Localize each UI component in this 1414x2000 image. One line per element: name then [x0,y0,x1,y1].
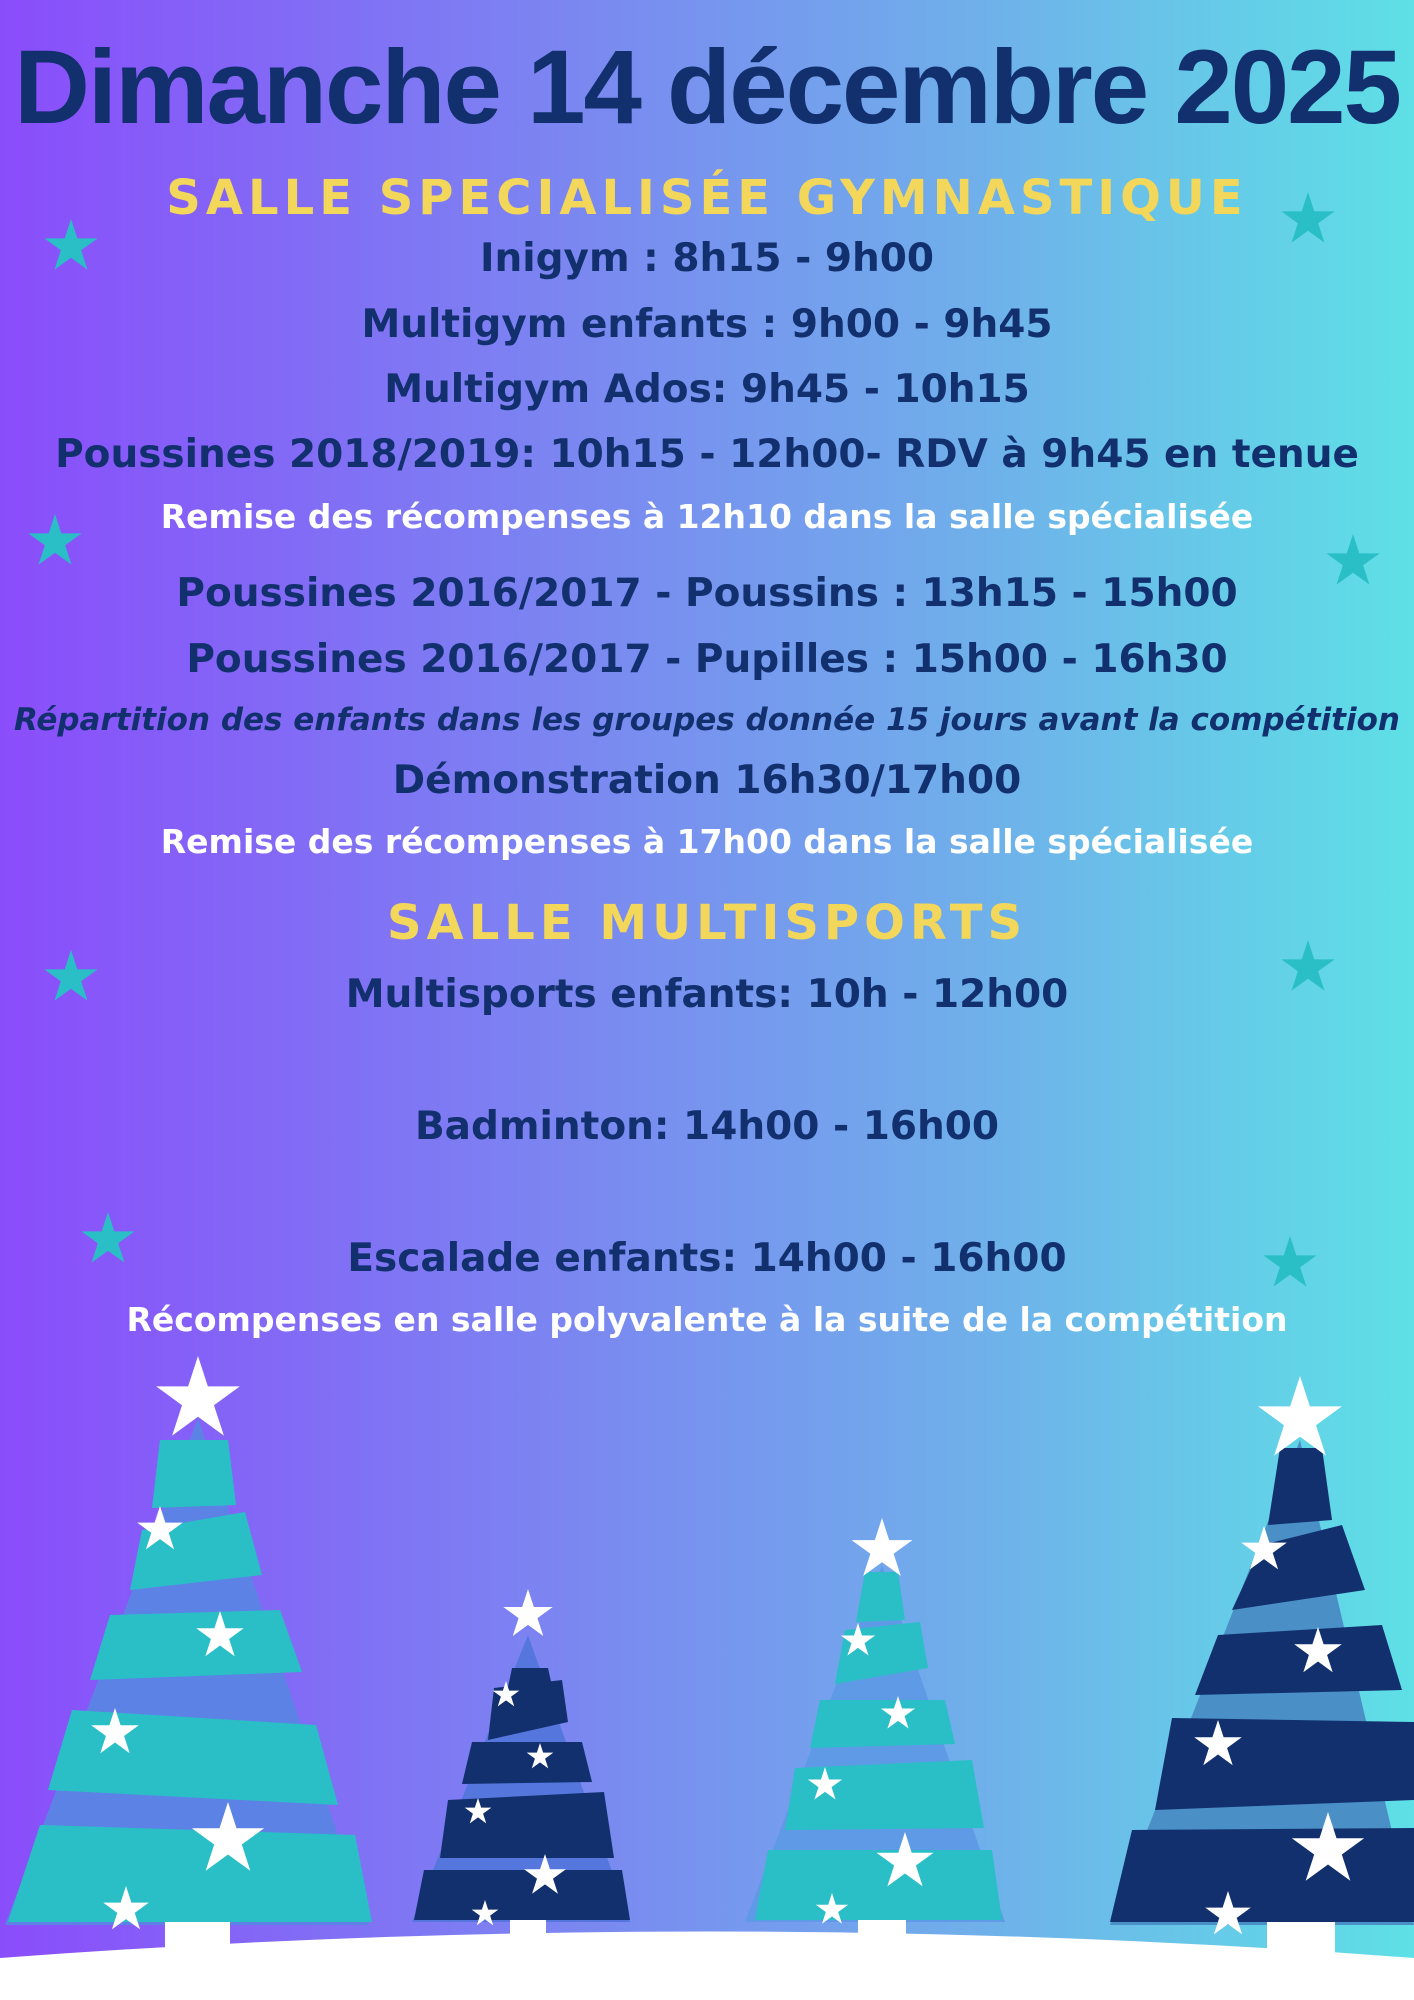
schedule-item-demonstration: Démonstration 16h30/17h00 [392,758,1022,803]
awards-note-1210: Remise des récompenses à 12h10 dans la salle spécialisée [160,497,1254,536]
tree-middle-teal [745,1518,1005,1970]
schedule-item-multigym-enfants: Multigym enfants : 9h00 - 9h45 [361,302,1053,347]
tree-right-navy [1110,1376,1414,1972]
section-heading-gym: SALLE SPECIALISÉE GYMNASTIQUE [166,170,1248,226]
schedule-item-inigym: Inigym : 8h15 - 9h00 [479,236,935,281]
tree-small-navy [412,1589,630,1970]
schedule-item-badminton: Badminton: 14h00 - 16h00 [414,1104,1000,1149]
schedule-item-poussines-2018: Poussines 2018/2019: 10h15 - 12h00- RDV à 9h45 en tenue [55,432,1359,477]
schedule-item-poussins: Poussines 2016/2017 - Poussins : 13h15 - 15h00 [176,571,1238,616]
awards-note-1700: Remise des récompenses à 17h00 dans la salle spécialisée [160,822,1254,861]
schedule-item-multisports: Multisports enfants: 10h - 12h00 [345,972,1069,1017]
awards-note-polyvalente: Récompenses en salle polyvalente à la suite de la compétition [126,1300,1288,1339]
groups-note: Répartition des enfants dans les groupes donnée 15 jours avant la compétition [14,702,1400,738]
page-title: Dimanche 14 décembre 2025 [14,29,1400,146]
schedule-item-escalade: Escalade enfants: 14h00 - 16h00 [347,1236,1067,1281]
schedule-item-multigym-ados: Multigym Ados: 9h45 - 10h15 [384,367,1030,412]
section-heading-multisports: SALLE MULTISPORTS [386,895,1028,951]
tree-left [5,1356,372,1972]
schedule-item-pupilles: Poussines 2016/2017 - Pupilles : 15h00 - 16h30 [186,637,1228,682]
